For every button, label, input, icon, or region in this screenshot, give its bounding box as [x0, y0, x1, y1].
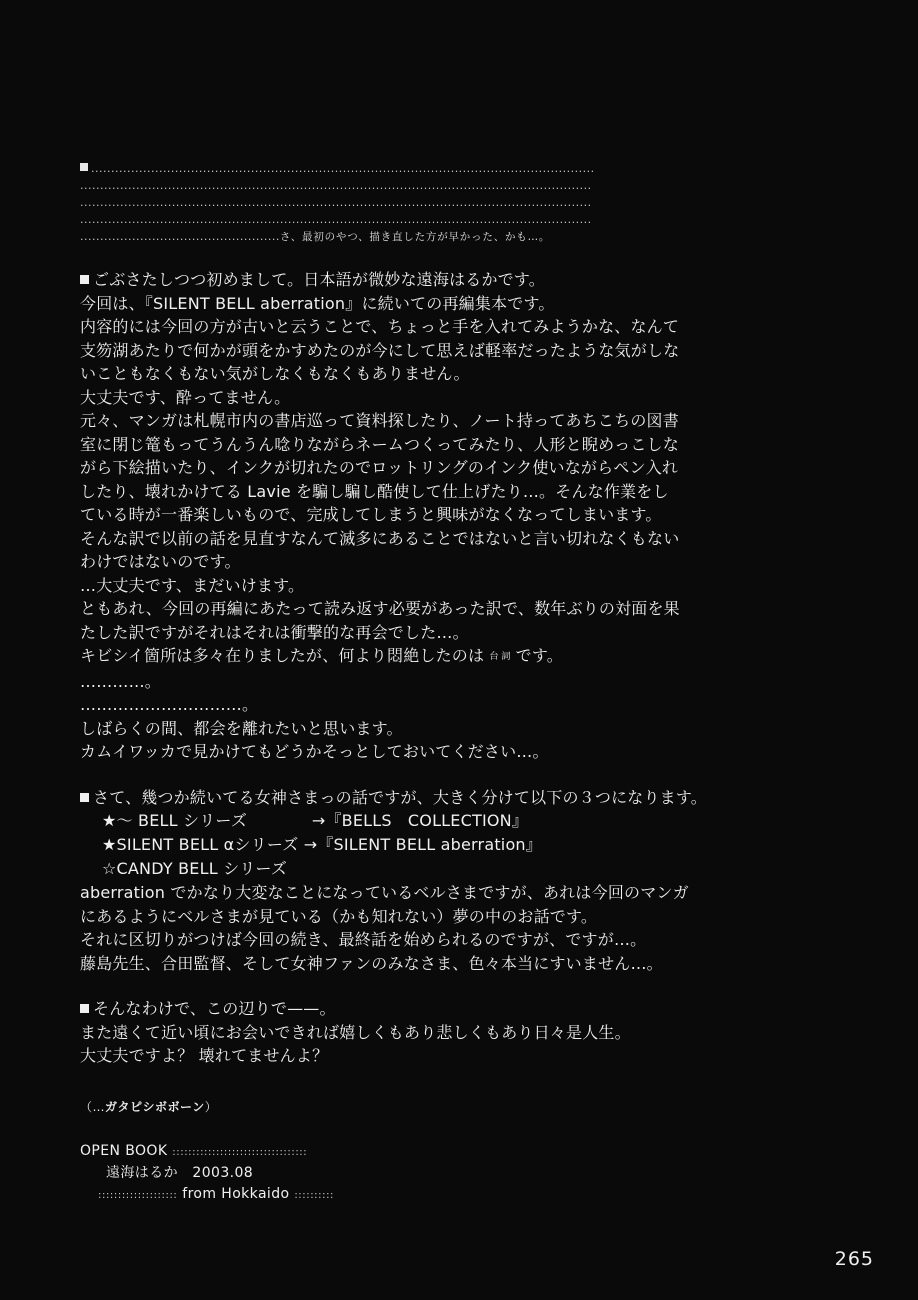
series-heading-text: さて、幾つか続いてる女神さまっの話ですが、大きく分けて以下の３つになります。	[93, 787, 708, 807]
colophon-dots-left: ::::::::::::::::::::	[98, 1189, 178, 1201]
handwritten-note: さ、最初のやつ、描き直した方が早かった、かも…。	[279, 231, 551, 243]
greeting-ruby-line	[80, 644, 760, 670]
colophon-line-1	[80, 1141, 760, 1163]
dots-text-tail: ..................................................	[80, 230, 280, 243]
greeting-section	[80, 268, 760, 764]
square-bullet-icon	[80, 793, 89, 802]
square-bullet-icon	[80, 163, 88, 171]
dots-header-line-5	[80, 228, 760, 246]
colophon-line-2: 遠海はるか 2003.08	[106, 1164, 254, 1181]
list-item: ★〜 BELL シリーズ →『BELLS COLLECTION』	[102, 811, 529, 830]
greeting-line-15: たした訳ですがそれはそれは衝撃的な再会でした…。	[80, 622, 469, 642]
greeting-tail-1: …………………………。	[80, 695, 259, 714]
series-line-2: それに区切りがつけば今回の続き、最終話を始められるのですが、ですが…。	[80, 930, 647, 949]
colophon-label: OPEN BOOK	[80, 1142, 168, 1159]
greeting-line-3: 支笏湖あたりで何かが頭をかすめたのが今にして思えば軽率だったような気がしな	[80, 340, 680, 360]
page-number: 265	[834, 1248, 874, 1270]
list-item: ☆CANDY BELL シリーズ	[102, 859, 288, 878]
greeting-text: ごぶさたしつつ初めまして。日本語が微妙な遠海はるかです。	[93, 270, 546, 289]
greeting-line-5: 大丈夫です、酔ってません。	[80, 387, 291, 407]
dots-header-line-4: ................................................................................................................................	[80, 213, 592, 226]
bracket-open: （…	[80, 1099, 106, 1114]
ruby-prefix: キビシイ箇所は多々在りましたが、何より悶絶したのは	[80, 646, 490, 665]
dots-text: ..............................................................................................................................	[91, 162, 595, 175]
bracket-close: ）	[204, 1099, 218, 1114]
closing-section	[80, 997, 760, 1068]
bracket-note	[80, 1098, 760, 1115]
closing-line-1: 大丈夫ですよ？ 壊れてませんよ？	[80, 1046, 329, 1065]
dots-header-line-2: ................................................................................................................................	[80, 179, 592, 192]
list-item: ★SILENT BELL αシリーズ →『SILENT BELL aberration』	[102, 835, 542, 854]
greeting-line-6: 元々、マンガは札幌市内の書店巡って資料探したり、ノート持ってあちこちの図書	[80, 411, 679, 430]
colophon-dots-right: ::::::::::	[294, 1189, 335, 1201]
greeting-tail-0: …………。	[80, 671, 162, 691]
bracket-keyword: ガタピシボボーン	[105, 1099, 205, 1114]
greeting-line-2: 内容的には今回の方が古いと云うことで、ちょっと手を入れてみようかな、なんて	[80, 317, 680, 336]
colophon	[80, 1141, 760, 1206]
greeting-tail-3: カムイワッカで見かけてもどうかそっとしておいてください…。	[80, 742, 549, 761]
dots-header-block	[80, 160, 760, 246]
greeting-tail-2: しばらくの間、都会を離れたいと思います。	[80, 718, 403, 738]
greeting-line-9: したり、壊れかけてる Lavie を騙し騙し酷使して仕上げたり…。そんな作業をし	[80, 481, 669, 501]
closing-heading	[80, 997, 760, 1021]
page-content	[80, 160, 760, 1206]
greeting-line-12: わけではないのです。	[80, 552, 241, 571]
ruby-suffix: です。	[510, 646, 563, 665]
series-section	[80, 786, 760, 976]
colophon-location: from Hokkaido	[182, 1185, 290, 1202]
greeting-line-4: いこともなくもない気がしなくもなくもありません。	[80, 364, 470, 383]
ruby-emphasis: 台 詞	[489, 652, 511, 662]
series-line-1: にあるようにベルさまが見ている（かも知れない）夢の中のお話です。	[80, 906, 598, 926]
colophon-line-3	[80, 1184, 760, 1206]
series-line-3: 藤島先生、合田監督、そして女神ファンのみなさま、色々本当にすいません…。	[80, 953, 663, 973]
greeting-line-10: ている時が一番楽しいもので、完成してしまうと興味がなくなってしまいます。	[80, 505, 662, 524]
series-line-0: aberration でかなり大変なことになっているベルさまですが、あれは今回のマンガ	[80, 883, 689, 902]
dots-header-line-3: ................................................................................................................................	[80, 196, 592, 209]
greeting-line-1: 今回は、『SILENT BELL aberration』に続いての再編集本です。	[80, 293, 555, 313]
greeting-line-8: がら下絵描いたり、インクが切れたのでロットリングのインク使いながらペン入れ	[80, 458, 679, 477]
dots-header-line-1	[80, 160, 760, 177]
greeting-line-13: …大丈夫です、まだいけます。	[80, 575, 305, 595]
series-list	[80, 809, 760, 881]
square-bullet-icon	[80, 275, 89, 284]
greeting-line-0	[80, 268, 760, 292]
greeting-line-11: そんな訳で以前の話を見直すなんて滅多にあることではないと言い切れなくもない	[80, 528, 680, 548]
square-bullet-icon	[80, 1004, 89, 1013]
greeting-line-7: 室に閉じ篭もってうんうん唸りながらネームつくってみたり、人形と睨めっこしな	[80, 434, 679, 454]
closing-line-0: また遠くて近い頃にお会いできれば嬉しくもあり悲しくもあり日々是人生。	[80, 1022, 631, 1042]
closing-heading-text: そんなわけで、この辺りで——。	[93, 999, 336, 1018]
greeting-line-14: ともあれ、今回の再編にあたって読み返す必要があった訳で、数年ぶりの対面を果	[80, 599, 680, 618]
colophon-dots: ::::::::::::::::::::::::::::::::::	[172, 1146, 308, 1158]
series-heading	[80, 786, 760, 810]
